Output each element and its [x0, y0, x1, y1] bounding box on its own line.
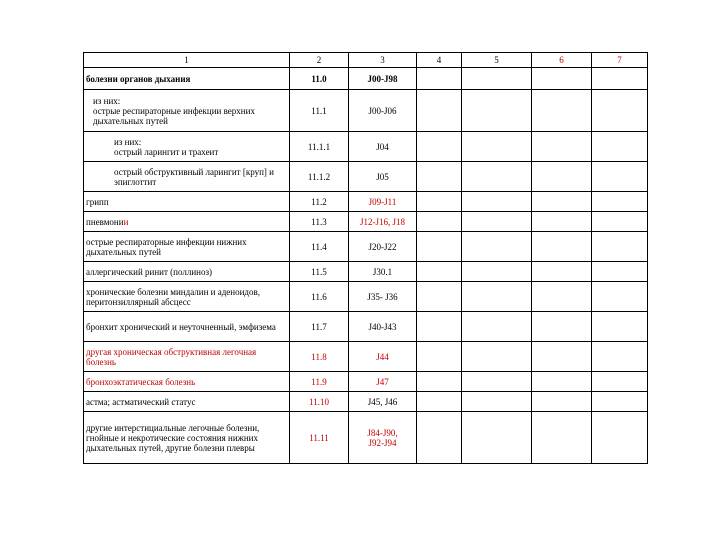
cell-col-4	[417, 342, 462, 372]
cell-col-6	[532, 392, 592, 412]
cell-col-6	[532, 90, 592, 132]
cell-col-5	[462, 342, 532, 372]
row-icd: J20-J22	[349, 232, 417, 262]
table-row	[84, 68, 648, 90]
cell-col-7	[592, 212, 648, 232]
row-code: 11.3	[290, 212, 349, 232]
cell-col-5	[462, 372, 532, 392]
row-name: из них: острый ларингит и трахеит	[84, 132, 290, 162]
header-col-3: 3	[349, 53, 417, 68]
row-icd: J00-J06	[349, 90, 417, 132]
table-row	[84, 262, 648, 282]
header-col-1: 1	[84, 53, 290, 68]
row-name: аллергический ринит (поллиноз)	[84, 262, 290, 282]
row-icd: J04	[349, 132, 417, 162]
cell-col-5	[462, 392, 532, 412]
row-code: 11.8	[290, 342, 349, 372]
cell-col-6	[532, 68, 592, 90]
row-name: астма; астматический статус	[84, 392, 290, 412]
header-row	[84, 53, 648, 68]
cell-col-6	[532, 162, 592, 192]
cell-col-6	[532, 282, 592, 312]
row-code: 11.6	[290, 282, 349, 312]
row-code: 11.10	[290, 392, 349, 412]
cell-col-5	[462, 192, 532, 212]
cell-col-5	[462, 282, 532, 312]
table-row	[84, 312, 648, 342]
cell-col-7	[592, 342, 648, 372]
cell-col-6	[532, 132, 592, 162]
table-row	[84, 90, 648, 132]
row-icd: J09-J11	[349, 192, 417, 212]
cell-col-7	[592, 372, 648, 392]
cell-col-4	[417, 192, 462, 212]
cell-col-5	[462, 312, 532, 342]
row-name: хронические болезни миндалин и аденоидов, перитонзиллярный абсцесс	[84, 282, 290, 312]
row-icd: J45, J46	[349, 392, 417, 412]
table-row	[84, 162, 648, 192]
row-name: другая хроническая обструктивная легочная болезнь	[84, 342, 290, 372]
cell-col-4	[417, 232, 462, 262]
cell-col-7	[592, 312, 648, 342]
cell-col-4	[417, 262, 462, 282]
header-col-4: 4	[417, 53, 462, 68]
cell-col-6	[532, 212, 592, 232]
row-name: из них: острые респираторные инфекции верхних дыхательных путей	[84, 90, 290, 132]
row-icd: J30.1	[349, 262, 417, 282]
cell-col-7	[592, 132, 648, 162]
row-icd	[349, 412, 417, 464]
table-row	[84, 372, 648, 392]
cell-col-4	[417, 412, 462, 464]
row-name	[84, 212, 290, 232]
header-col-2: 2	[290, 53, 349, 68]
table-row	[84, 282, 648, 312]
cell-col-5	[462, 262, 532, 282]
row-icd: J47	[349, 372, 417, 392]
cell-col-7	[592, 162, 648, 192]
cell-col-6	[532, 232, 592, 262]
row-icd: J05	[349, 162, 417, 192]
table-row	[84, 342, 648, 372]
row-code: 11.5	[290, 262, 349, 282]
cell-col-5	[462, 232, 532, 262]
row-icd: J40-J43	[349, 312, 417, 342]
cell-col-4	[417, 162, 462, 192]
cell-col-7	[592, 68, 648, 90]
row-code: 11.1	[290, 90, 349, 132]
cell-col-7	[592, 282, 648, 312]
row-code: 11.11	[290, 412, 349, 464]
row-name: бронхоэктатическая болезнь	[84, 372, 290, 392]
row-code: 11.7	[290, 312, 349, 342]
table-row	[84, 412, 648, 464]
cell-col-5	[462, 412, 532, 464]
cell-col-5	[462, 162, 532, 192]
table-row	[84, 132, 648, 162]
row-icd: J35- J36	[349, 282, 417, 312]
table-row	[84, 212, 648, 232]
cell-col-4	[417, 392, 462, 412]
table-row	[84, 192, 648, 212]
row-name-suffix: и	[123, 216, 129, 227]
cell-col-5	[462, 132, 532, 162]
row-icd-line-2: J92-J94	[368, 437, 397, 448]
cell-col-4	[417, 132, 462, 162]
row-icd: J12-J16, J18	[349, 212, 417, 232]
row-icd: J44	[349, 342, 417, 372]
header-col-7: 7	[592, 53, 648, 68]
cell-col-5	[462, 68, 532, 90]
table-row	[84, 392, 648, 412]
morbidity-table	[83, 52, 648, 464]
row-code: 11.1.1	[290, 132, 349, 162]
header-col-5: 5	[462, 53, 532, 68]
cell-col-7	[592, 90, 648, 132]
cell-col-6	[532, 262, 592, 282]
row-code: 11.9	[290, 372, 349, 392]
table-row	[84, 232, 648, 262]
row-name: грипп	[84, 192, 290, 212]
cell-col-6	[532, 412, 592, 464]
row-icd-line-1: J84-J90,	[367, 427, 398, 438]
cell-col-7	[592, 232, 648, 262]
row-name: болезни органов дыхания	[84, 68, 290, 90]
cell-col-4	[417, 282, 462, 312]
row-name: бронхит хронический и неуточненный, эмфизема	[84, 312, 290, 342]
cell-col-7	[592, 412, 648, 464]
cell-col-5	[462, 212, 532, 232]
row-code: 11.4	[290, 232, 349, 262]
cell-col-6	[532, 372, 592, 392]
header-col-6: 6	[532, 53, 592, 68]
cell-col-4	[417, 312, 462, 342]
cell-col-4	[417, 372, 462, 392]
cell-col-4	[417, 90, 462, 132]
cell-col-5	[462, 90, 532, 132]
cell-col-7	[592, 262, 648, 282]
cell-col-4	[417, 68, 462, 90]
row-name-main: пневмони	[86, 216, 124, 227]
cell-col-6	[532, 312, 592, 342]
cell-col-6	[532, 192, 592, 212]
cell-col-7	[592, 392, 648, 412]
cell-col-4	[417, 212, 462, 232]
row-code: 11.2	[290, 192, 349, 212]
row-name: острый обструктивный ларингит [круп] и эпиглоттит	[84, 162, 290, 192]
row-code: 11.0	[290, 68, 349, 90]
row-icd: J00-J98	[349, 68, 417, 90]
row-name: острые респираторные инфекции нижних дыхательных путей	[84, 232, 290, 262]
row-code: 11.1.2	[290, 162, 349, 192]
cell-col-7	[592, 192, 648, 212]
row-name: другие интерстициальные легочные болезни, гнойные и некротические состояния нижних дыхательных путей, другие болезни плевры	[84, 412, 290, 464]
cell-col-6	[532, 342, 592, 372]
